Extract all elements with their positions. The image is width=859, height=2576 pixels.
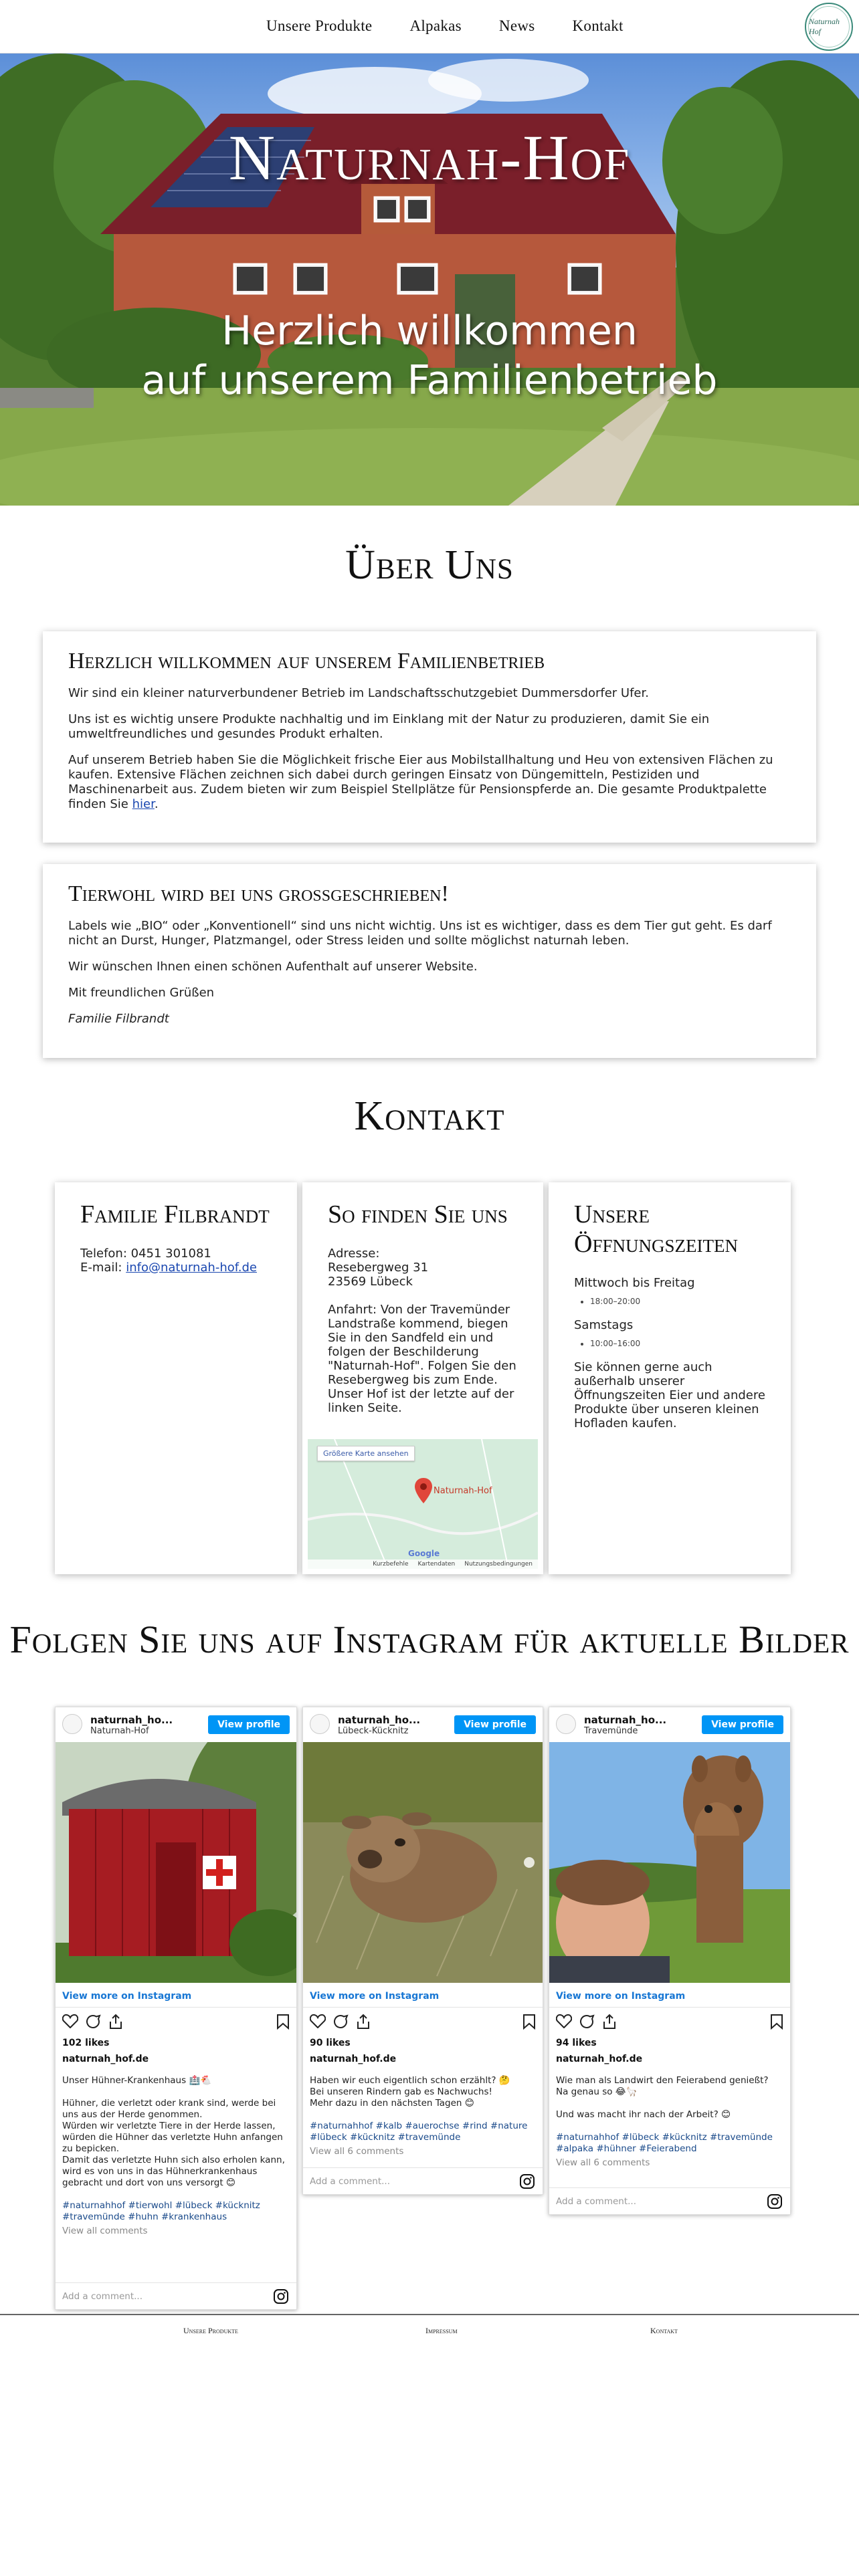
instagram-hashtags[interactable]: #naturnahhof #tierwohl #lübeck #kücknitz #travemünde #huhn #krankenhaus xyxy=(62,2200,260,2222)
instagram-photo-alpaca[interactable] xyxy=(549,1742,790,1983)
contact-email-row xyxy=(80,1261,272,1275)
about-card-welcome-p3: Auf unserem Betrieb haben Sie die Möglichkeit frische Eier aus Mobilstallhaltung und Heu von extensiven Flächen zu kaufen. Extensive Flächen zeichnen sich dabei durch geringen Einsatz von Düngemitteln, Pestiziden und Maschinenarbeit aus. Zudem bieten wir zum Beispiel Stellplätze für Pensionspferde an. Die gesamte Produktpalette finden Sie hier. xyxy=(68,753,773,811)
hours-weekday-list xyxy=(590,1297,765,1306)
embedded-map[interactable] xyxy=(308,1439,538,1569)
add-comment-input[interactable]: Add a comment... xyxy=(62,2291,143,2302)
contact-email-label: E-mail: xyxy=(80,1261,122,1275)
about-card-tierwohl-p1: Labels wie „BIO“ oder „Konventionell“ sind uns nicht wichtig. Uns ist es wichtiger, dass es dem Tier gut geht. Es darf nicht an Durst, Hunger, Platzmangel, oder Stress leiden und sollte möglichst naturnah leben. xyxy=(68,919,772,948)
instagram-handle[interactable]: naturnah_hof.de xyxy=(62,2054,149,2064)
contact-family-heading: Familie Filbrandt xyxy=(80,1200,270,1228)
hours-saturday-time: • 10:00–16:00 xyxy=(590,1339,765,1348)
instagram-photo-calf[interactable] xyxy=(303,1742,543,1983)
products-link[interactable]: hier xyxy=(132,797,155,811)
map-terms-link[interactable]: Nutzungsbedingungen xyxy=(464,1561,533,1568)
add-comment-input[interactable]: Add a comment... xyxy=(556,2196,637,2207)
instagram-icon[interactable] xyxy=(767,2194,782,2209)
contact-card-family xyxy=(55,1182,297,1574)
bookmark-icon[interactable] xyxy=(522,2014,536,2030)
about-card-welcome xyxy=(43,631,816,843)
instagram-avatar[interactable] xyxy=(62,1714,82,1734)
view-more-on-instagram-link[interactable]: View more on Instagram xyxy=(310,1991,440,2002)
nav-links xyxy=(266,17,661,35)
about-card-tierwohl-p2: Wir wünschen Ihnen einen schönen Aufenthalt auf unserer Website. xyxy=(68,960,478,974)
add-comment-input[interactable]: Add a comment... xyxy=(310,2176,391,2187)
separator xyxy=(549,2007,790,2008)
page-footer xyxy=(0,2314,859,2347)
comment-icon[interactable] xyxy=(85,2014,101,2030)
instagram-actions xyxy=(62,2012,290,2032)
instagram-actions xyxy=(556,2012,783,2032)
nav-link-news[interactable]: News xyxy=(498,17,535,34)
instagram-hashtags[interactable]: #naturnahhof #lübeck #kücknitz #travemünde #alpaka #hühner #Feierabend xyxy=(556,2132,773,2154)
instagram-section-title: Folgen Sie uns auf Instagram für aktuelle Bilder xyxy=(9,1618,850,1661)
instagram-post-3 xyxy=(549,1707,791,2215)
calf-photo xyxy=(303,1742,543,1983)
site-logo[interactable] xyxy=(805,3,853,51)
about-card-tierwohl xyxy=(43,864,816,1058)
map-data-link[interactable]: Kartendaten xyxy=(417,1561,456,1568)
instagram-caption-text: Haben wir euch eigentlich schon erzählt? 🤔 Bei unseren Rindern gab es Nachwuchs! Mehr dazu in den nächsten Tagen 😊 xyxy=(310,2075,510,2109)
nav-link-kontakt[interactable]: Kontakt xyxy=(572,17,624,34)
instagram-hashtags[interactable]: #naturnahhof #kalb #auerochse #rind #nature #lübeck #kücknitz #travemünde xyxy=(310,2121,528,2143)
instagram-handle[interactable]: naturnah_hof.de xyxy=(556,2054,643,2064)
hours-saturday-list xyxy=(590,1339,765,1348)
footer-link-products[interactable]: Unsere Produkte xyxy=(183,2326,238,2335)
heart-icon[interactable] xyxy=(556,2014,572,2028)
instagram-location[interactable]: Lübeck-Kücknitz xyxy=(338,1726,409,1736)
logo-text: Naturnah Hof xyxy=(808,6,850,47)
contact-street: Resebergweg 31 xyxy=(328,1261,429,1275)
view-profile-button[interactable]: View profile xyxy=(702,1715,783,1734)
instagram-caption xyxy=(62,2075,290,2237)
hero-title: Naturnah-Hof xyxy=(228,122,631,193)
map-footer xyxy=(308,1560,538,1569)
instagram-handle[interactable]: naturnah_hof.de xyxy=(310,2054,397,2064)
heart-icon[interactable] xyxy=(62,2014,78,2028)
separator xyxy=(303,2007,543,2008)
map-google-logo: Google xyxy=(408,1549,440,1558)
share-icon[interactable] xyxy=(108,2014,124,2030)
alpaca-selfie-photo xyxy=(549,1742,790,1983)
instagram-photo-henhouse[interactable] xyxy=(56,1742,296,1983)
contact-address-label: Adresse: xyxy=(328,1247,380,1261)
instagram-post-1 xyxy=(55,1707,297,2310)
hours-note: Sie können gerne auch außerhalb unserer Öffnungszeiten Eier und andere Produkte über unseren kleinen Hofladen kaufen. xyxy=(574,1360,765,1430)
instagram-location[interactable]: Travemünde xyxy=(584,1726,638,1736)
instagram-username[interactable]: naturnah_ho... xyxy=(338,1714,421,1726)
map-larger-view-button[interactable]: Größere Karte ansehen xyxy=(317,1446,415,1461)
contact-hours-heading: Unsere Öffnungszeiten xyxy=(574,1200,738,1258)
hero-banner xyxy=(0,53,859,506)
footer-link-kontakt[interactable]: Kontakt xyxy=(650,2326,678,2335)
instagram-avatar[interactable] xyxy=(556,1714,576,1734)
instagram-username[interactable]: naturnah_ho... xyxy=(90,1714,173,1726)
nav-link-products[interactable]: Unsere Produkte xyxy=(266,17,373,34)
about-card-tierwohl-p3: Mit freundlichen Grüßen xyxy=(68,986,215,1000)
map-pin-icon[interactable] xyxy=(415,1478,432,1503)
bookmark-icon[interactable] xyxy=(276,2014,290,2030)
view-more-on-instagram-link[interactable]: View more on Instagram xyxy=(556,1991,686,2002)
instagram-likes: 102 likes xyxy=(62,2038,110,2048)
top-nav xyxy=(0,0,859,53)
hours-weekday-time: • 18:00–20:00 xyxy=(590,1297,765,1306)
instagram-likes: 94 likes xyxy=(556,2038,597,2048)
contact-section-title: Kontakt xyxy=(354,1093,505,1139)
nav-link-alpakas[interactable]: Alpakas xyxy=(409,17,462,34)
instagram-view-all-comments[interactable]: View all comments xyxy=(62,2226,148,2236)
hours-weekday-label: Mittwoch bis Freitag xyxy=(574,1276,695,1290)
share-icon[interactable] xyxy=(355,2014,371,2030)
footer-link-impressum[interactable]: Impressum xyxy=(425,2326,458,2335)
instagram-comment-bar xyxy=(303,2167,543,2194)
contact-email-link[interactable]: info@naturnah-hof.de xyxy=(126,1261,257,1275)
contact-card-location xyxy=(302,1182,543,1574)
comment-icon[interactable] xyxy=(579,2014,595,2030)
instagram-likes: 90 likes xyxy=(310,2038,351,2048)
instagram-post-2 xyxy=(302,1707,543,2195)
map-shortcuts-link[interactable]: Kurzbefehle xyxy=(373,1561,409,1568)
instagram-caption-text: Unser Hühner-Krankenhaus 🏥🐔 Hühner, die verletzt oder krank sind, werde bei uns aus der Herde genommen. Würden wir verletzte Tiere in der Herde lassen, würden die Hühner das verletzte Huhn anfangen zu bepicken. Damit das verletzte Huhn sich also erholen kann, wird es von uns in das Hühnerkrankenhaus gebracht und dort von uns versorgt 😊 xyxy=(62,2075,285,2188)
comment-icon[interactable] xyxy=(332,2014,349,2030)
instagram-view-all-comments[interactable]: View all 6 comments xyxy=(310,2146,404,2157)
hero-subtitle-line2: auf unserem Familienbetrieb xyxy=(141,357,718,404)
instagram-icon[interactable] xyxy=(274,2289,288,2304)
instagram-comment-bar xyxy=(56,2282,296,2309)
view-profile-button[interactable]: View profile xyxy=(208,1715,290,1734)
about-card-welcome-p3-text: Auf unserem Betrieb haben Sie die Möglichkeit frische Eier aus Mobilstallhaltung und Heu von extensiven Flächen zu kaufen. Extensive Flächen zeichnen sich dabei durch geringen Einsatz von Düngemitteln, Pestiziden und Maschinenarbeit aus. Zudem bieten wir zum Beispiel Stellplätze für Pensionspferde an. Die gesamte Produktpalette finden Sie xyxy=(68,753,773,811)
about-card-tierwohl-heading: Tierwohl wird bei uns großgeschrieben! xyxy=(68,881,449,906)
instagram-view-all-comments[interactable]: View all 6 comments xyxy=(556,2157,650,2168)
instagram-post-header xyxy=(549,1707,790,1742)
contact-location-heading: So finden Sie uns xyxy=(328,1200,508,1228)
map-place-label: Naturnah-Hof xyxy=(434,1486,492,1496)
instagram-actions xyxy=(310,2012,536,2032)
contact-directions: Anfahrt: Von der Travemünder Landstraße kommend, biegen Sie in den Sandfeld ein und folgen der Beschilderung "Naturnah-Hof". Folgen Sie den Resebergweg bis zum Ende. Unser Hof ist der letzte auf der linken Seite. xyxy=(328,1303,516,1415)
view-profile-button[interactable]: View profile xyxy=(454,1715,536,1734)
about-card-welcome-heading: Herzlich willkommen auf unserem Familienbetrieb xyxy=(68,649,545,673)
separator xyxy=(56,2007,296,2008)
about-section-title: Über Uns xyxy=(345,542,514,588)
hero-subtitle xyxy=(0,306,859,405)
instagram-post-header xyxy=(56,1707,296,1742)
bookmark-icon[interactable] xyxy=(770,2014,783,2030)
about-card-tierwohl-signature: Familie Filbrandt xyxy=(68,1012,169,1026)
instagram-caption xyxy=(310,2075,536,2157)
instagram-icon[interactable] xyxy=(520,2174,535,2189)
heart-icon[interactable] xyxy=(310,2014,326,2028)
about-card-welcome-p2: Uns ist es wichtig unsere Produkte nachhaltig und im Einklang mit der Natur zu produzieren, damit Sie ein umweltfreundliches und gesundes Produkt erhalten. xyxy=(68,712,710,741)
contact-card-hours xyxy=(549,1182,791,1574)
contact-city: 23569 Lübeck xyxy=(328,1275,413,1289)
hours-saturday-label: Samstags xyxy=(574,1318,634,1332)
henhouse-photo xyxy=(56,1742,296,1983)
instagram-caption-text: Wie man als Landwirt den Feierabend genießt? Na genau so 😂🦙 Und was macht ihr nach der Arbeit? 😊 xyxy=(556,2075,769,2120)
instagram-caption xyxy=(556,2075,783,2169)
view-more-on-instagram-link[interactable]: View more on Instagram xyxy=(62,1991,192,2002)
contact-phone: Telefon: 0451 301081 xyxy=(80,1247,211,1261)
instagram-post-header xyxy=(303,1707,543,1742)
instagram-location[interactable]: Naturnah-Hof xyxy=(90,1726,149,1736)
instagram-comment-bar xyxy=(549,2187,790,2214)
instagram-username[interactable]: naturnah_ho... xyxy=(584,1714,667,1726)
share-icon[interactable] xyxy=(601,2014,617,2030)
hero-subtitle-line1: Herzlich willkommen xyxy=(221,308,638,354)
instagram-avatar[interactable] xyxy=(310,1714,330,1734)
about-card-welcome-p1: Wir sind ein kleiner naturverbundener Betrieb im Landschaftsschutzgebiet Dummersdorfer Ufer. xyxy=(68,686,649,700)
